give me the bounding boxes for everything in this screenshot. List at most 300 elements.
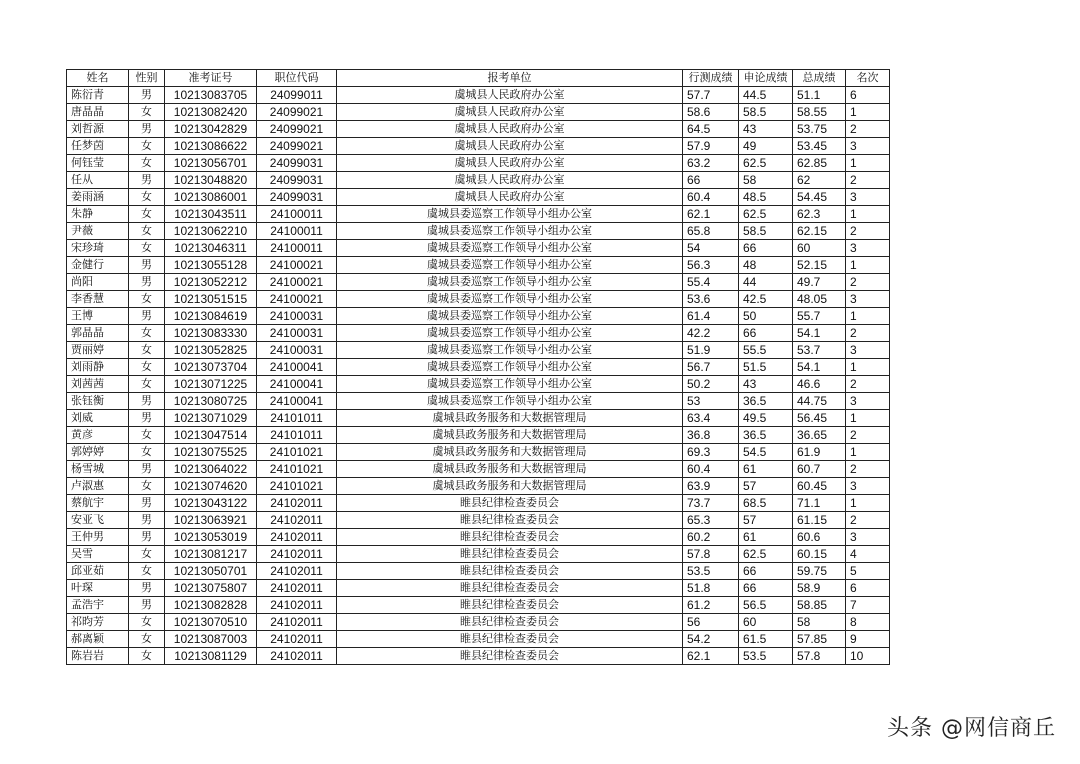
cell-name: 姜雨涵 [67,189,129,206]
cell-gender: 女 [129,104,165,121]
cell-total-score: 58.85 [793,597,846,614]
cell-essay-score: 43 [739,121,793,138]
cell-exam-id: 10213052212 [165,274,257,291]
col-header-aptitude-score: 行测成绩 [683,70,739,87]
cell-exam-id: 10213055128 [165,257,257,274]
table-row [67,206,890,223]
table-row [67,257,890,274]
table-row [67,597,890,614]
cell-aptitude-score: 36.8 [683,427,739,444]
cell-total-score: 54.1 [793,325,846,342]
col-header-name: 姓名 [67,70,129,87]
header-row [67,70,890,87]
cell-name: 何钰莹 [67,155,129,172]
table-row [67,614,890,631]
cell-essay-score: 50 [739,308,793,325]
cell-rank: 2 [846,172,890,189]
cell-essay-score: 48.5 [739,189,793,206]
cell-total-score: 48.05 [793,291,846,308]
cell-aptitude-score: 53.5 [683,563,739,580]
cell-essay-score: 66 [739,563,793,580]
cell-essay-score: 48 [739,257,793,274]
cell-essay-score: 57 [739,478,793,495]
cell-unit: 虞城县政务服务和大数据管理局 [337,427,683,444]
cell-gender: 女 [129,155,165,172]
cell-essay-score: 42.5 [739,291,793,308]
cell-unit: 睢县纪律检查委员会 [337,597,683,614]
cell-aptitude-score: 42.2 [683,325,739,342]
cell-rank: 9 [846,631,890,648]
cell-exam-id: 10213050701 [165,563,257,580]
cell-essay-score: 44.5 [739,87,793,104]
table-row [67,512,890,529]
cell-position-code: 24102011 [257,495,337,512]
cell-position-code: 24102011 [257,631,337,648]
cell-exam-id: 10213042829 [165,121,257,138]
table-row [67,444,890,461]
cell-name: 吴雪 [67,546,129,563]
cell-total-score: 49.7 [793,274,846,291]
cell-total-score: 46.6 [793,376,846,393]
cell-rank: 3 [846,393,890,410]
cell-unit: 虞城县委巡察工作领导小组办公室 [337,274,683,291]
cell-rank: 1 [846,257,890,274]
cell-gender: 女 [129,376,165,393]
cell-exam-id: 10213081217 [165,546,257,563]
cell-rank: 2 [846,461,890,478]
cell-name: 张钰衡 [67,393,129,410]
table-row [67,529,890,546]
cell-exam-id: 10213082828 [165,597,257,614]
table-row [67,308,890,325]
cell-unit: 虞城县人民政府办公室 [337,121,683,138]
table-row [67,648,890,665]
cell-aptitude-score: 51.9 [683,342,739,359]
cell-essay-score: 44 [739,274,793,291]
cell-name: 安亚飞 [67,512,129,529]
cell-total-score: 58.55 [793,104,846,121]
cell-position-code: 24101021 [257,444,337,461]
cell-gender: 男 [129,512,165,529]
cell-essay-score: 55.5 [739,342,793,359]
table-row [67,376,890,393]
cell-aptitude-score: 56.7 [683,359,739,376]
cell-name: 王仲男 [67,529,129,546]
cell-essay-score: 51.5 [739,359,793,376]
cell-total-score: 60 [793,240,846,257]
cell-total-score: 36.65 [793,427,846,444]
cell-rank: 2 [846,274,890,291]
cell-gender: 女 [129,189,165,206]
cell-aptitude-score: 62.1 [683,648,739,665]
cell-name: 刘威 [67,410,129,427]
cell-name: 黄彦 [67,427,129,444]
table-row [67,495,890,512]
table-row [67,563,890,580]
cell-total-score: 61.15 [793,512,846,529]
cell-exam-id: 10213075807 [165,580,257,597]
cell-name: 郝离颖 [67,631,129,648]
cell-position-code: 24100031 [257,342,337,359]
cell-total-score: 44.75 [793,393,846,410]
cell-total-score: 62.85 [793,155,846,172]
cell-unit: 虞城县委巡察工作领导小组办公室 [337,291,683,308]
cell-name: 宋珍琦 [67,240,129,257]
cell-unit: 虞城县委巡察工作领导小组办公室 [337,393,683,410]
cell-aptitude-score: 63.2 [683,155,739,172]
cell-essay-score: 53.5 [739,648,793,665]
cell-total-score: 62.15 [793,223,846,240]
cell-position-code: 24101011 [257,427,337,444]
cell-rank: 1 [846,444,890,461]
cell-total-score: 53.7 [793,342,846,359]
table-row [67,121,890,138]
cell-name: 刘雨静 [67,359,129,376]
cell-unit: 虞城县委巡察工作领导小组办公室 [337,376,683,393]
cell-aptitude-score: 60.4 [683,189,739,206]
cell-position-code: 24102011 [257,648,337,665]
cell-exam-id: 10213056701 [165,155,257,172]
cell-position-code: 24099031 [257,189,337,206]
cell-essay-score: 54.5 [739,444,793,461]
cell-name: 任梦茵 [67,138,129,155]
cell-position-code: 24100021 [257,274,337,291]
cell-gender: 女 [129,444,165,461]
cell-position-code: 24102011 [257,529,337,546]
cell-rank: 1 [846,206,890,223]
cell-position-code: 24099021 [257,104,337,121]
cell-gender: 男 [129,410,165,427]
cell-aptitude-score: 50.2 [683,376,739,393]
cell-unit: 睢县纪律检查委员会 [337,529,683,546]
cell-gender: 女 [129,546,165,563]
cell-position-code: 24099031 [257,172,337,189]
cell-name: 李香慧 [67,291,129,308]
cell-rank: 1 [846,495,890,512]
cell-position-code: 24100011 [257,240,337,257]
cell-gender: 女 [129,614,165,631]
cell-gender: 女 [129,325,165,342]
cell-name: 陈岩岩 [67,648,129,665]
cell-total-score: 58.9 [793,580,846,597]
cell-gender: 女 [129,291,165,308]
cell-total-score: 60.15 [793,546,846,563]
cell-exam-id: 10213046311 [165,240,257,257]
cell-exam-id: 10213048820 [165,172,257,189]
cell-rank: 3 [846,291,890,308]
cell-unit: 睢县纪律检查委员会 [337,563,683,580]
cell-unit: 虞城县委巡察工作领导小组办公室 [337,206,683,223]
cell-gender: 男 [129,529,165,546]
cell-position-code: 24102011 [257,614,337,631]
cell-rank: 5 [846,563,890,580]
table-row [67,155,890,172]
cell-rank: 6 [846,580,890,597]
cell-unit: 睢县纪律检查委员会 [337,614,683,631]
cell-gender: 女 [129,648,165,665]
cell-aptitude-score: 56.3 [683,257,739,274]
cell-aptitude-score: 61.4 [683,308,739,325]
col-header-exam-id: 准考证号 [165,70,257,87]
cell-total-score: 59.75 [793,563,846,580]
cell-gender: 女 [129,240,165,257]
cell-rank: 2 [846,223,890,240]
cell-unit: 睢县纪律检查委员会 [337,512,683,529]
col-header-essay-score: 申论成绩 [739,70,793,87]
cell-essay-score: 68.5 [739,495,793,512]
cell-unit: 虞城县委巡察工作领导小组办公室 [337,325,683,342]
cell-position-code: 24100011 [257,206,337,223]
cell-gender: 男 [129,257,165,274]
cell-aptitude-score: 54.2 [683,631,739,648]
cell-rank: 3 [846,189,890,206]
cell-position-code: 24100021 [257,257,337,274]
cell-unit: 睢县纪律检查委员会 [337,631,683,648]
table-row [67,138,890,155]
cell-total-score: 52.15 [793,257,846,274]
table-row [67,393,890,410]
cell-total-score: 53.75 [793,121,846,138]
cell-total-score: 62.3 [793,206,846,223]
cell-name: 祁昀芳 [67,614,129,631]
cell-rank: 8 [846,614,890,631]
cell-position-code: 24102011 [257,512,337,529]
cell-unit: 虞城县委巡察工作领导小组办公室 [337,240,683,257]
cell-position-code: 24100031 [257,308,337,325]
cell-total-score: 53.45 [793,138,846,155]
cell-exam-id: 10213073704 [165,359,257,376]
cell-unit: 虞城县人民政府办公室 [337,189,683,206]
cell-exam-id: 10213083330 [165,325,257,342]
cell-gender: 男 [129,121,165,138]
cell-position-code: 24102011 [257,597,337,614]
table-row [67,342,890,359]
cell-total-score: 54.1 [793,359,846,376]
cell-unit: 睢县纪律检查委员会 [337,648,683,665]
cell-name: 陈衍青 [67,87,129,104]
cell-aptitude-score: 63.9 [683,478,739,495]
cell-gender: 男 [129,461,165,478]
cell-total-score: 60.7 [793,461,846,478]
cell-rank: 2 [846,512,890,529]
cell-position-code: 24099021 [257,121,337,138]
col-header-gender: 性别 [129,70,165,87]
cell-exam-id: 10213083705 [165,87,257,104]
cell-name: 朱静 [67,206,129,223]
cell-gender: 男 [129,580,165,597]
cell-unit: 睢县纪律检查委员会 [337,546,683,563]
cell-total-score: 57.85 [793,631,846,648]
cell-unit: 虞城县人民政府办公室 [337,155,683,172]
col-header-unit: 报考单位 [337,70,683,87]
cell-position-code: 24100011 [257,223,337,240]
cell-aptitude-score: 61.2 [683,597,739,614]
cell-position-code: 24101011 [257,410,337,427]
cell-position-code: 24100031 [257,325,337,342]
cell-name: 王博 [67,308,129,325]
cell-essay-score: 58.5 [739,223,793,240]
cell-gender: 男 [129,87,165,104]
cell-position-code: 24100041 [257,393,337,410]
cell-unit: 虞城县委巡察工作领导小组办公室 [337,308,683,325]
cell-unit: 虞城县政务服务和大数据管理局 [337,461,683,478]
table-row [67,104,890,121]
cell-essay-score: 49 [739,138,793,155]
cell-name: 郭婷婷 [67,444,129,461]
cell-rank: 3 [846,240,890,257]
cell-gender: 女 [129,631,165,648]
cell-name: 任从 [67,172,129,189]
cell-aptitude-score: 65.3 [683,512,739,529]
cell-aptitude-score: 57.8 [683,546,739,563]
cell-total-score: 56.45 [793,410,846,427]
cell-rank: 10 [846,648,890,665]
cell-position-code: 24099011 [257,87,337,104]
cell-rank: 1 [846,155,890,172]
cell-unit: 虞城县人民政府办公室 [337,87,683,104]
cell-exam-id: 10213075525 [165,444,257,461]
cell-unit: 虞城县委巡察工作领导小组办公室 [337,257,683,274]
watermark-text: 头条 @网信商丘 [887,716,1056,741]
cell-essay-score: 62.5 [739,546,793,563]
cell-total-score: 51.1 [793,87,846,104]
cell-aptitude-score: 53 [683,393,739,410]
table-row [67,546,890,563]
cell-essay-score: 56.5 [739,597,793,614]
score-table [66,69,890,665]
cell-essay-score: 62.5 [739,206,793,223]
cell-position-code: 24099031 [257,155,337,172]
table-row [67,359,890,376]
cell-total-score: 55.7 [793,308,846,325]
cell-exam-id: 10213043511 [165,206,257,223]
cell-unit: 虞城县委巡察工作领导小组办公室 [337,223,683,240]
cell-essay-score: 61.5 [739,631,793,648]
cell-exam-id: 10213051515 [165,291,257,308]
cell-rank: 3 [846,529,890,546]
cell-aptitude-score: 69.3 [683,444,739,461]
cell-rank: 3 [846,342,890,359]
cell-rank: 6 [846,87,890,104]
cell-rank: 1 [846,308,890,325]
cell-essay-score: 36.5 [739,427,793,444]
cell-position-code: 24100021 [257,291,337,308]
cell-essay-score: 62.5 [739,155,793,172]
cell-unit: 睢县纪律检查委员会 [337,495,683,512]
table-row [67,87,890,104]
cell-aptitude-score: 65.8 [683,223,739,240]
cell-aptitude-score: 64.5 [683,121,739,138]
cell-essay-score: 66 [739,240,793,257]
cell-aptitude-score: 62.1 [683,206,739,223]
cell-exam-id: 10213084619 [165,308,257,325]
cell-name: 刘哲源 [67,121,129,138]
table-row [67,172,890,189]
cell-essay-score: 49.5 [739,410,793,427]
cell-gender: 男 [129,274,165,291]
cell-unit: 虞城县人民政府办公室 [337,172,683,189]
cell-total-score: 62 [793,172,846,189]
table-row [67,325,890,342]
cell-aptitude-score: 60.2 [683,529,739,546]
cell-rank: 1 [846,104,890,121]
cell-name: 唐晶晶 [67,104,129,121]
cell-aptitude-score: 66 [683,172,739,189]
table-row [67,291,890,308]
cell-exam-id: 10213064022 [165,461,257,478]
cell-name: 金健行 [67,257,129,274]
cell-exam-id: 10213087003 [165,631,257,648]
cell-essay-score: 36.5 [739,393,793,410]
cell-rank: 3 [846,478,890,495]
cell-total-score: 57.8 [793,648,846,665]
cell-essay-score: 66 [739,325,793,342]
cell-exam-id: 10213086001 [165,189,257,206]
cell-position-code: 24102011 [257,563,337,580]
cell-rank: 2 [846,427,890,444]
cell-rank: 2 [846,325,890,342]
cell-total-score: 61.9 [793,444,846,461]
cell-exam-id: 10213071029 [165,410,257,427]
cell-rank: 3 [846,138,890,155]
cell-position-code: 24099021 [257,138,337,155]
cell-aptitude-score: 58.6 [683,104,739,121]
cell-name: 尹薇 [67,223,129,240]
cell-aptitude-score: 63.4 [683,410,739,427]
cell-essay-score: 66 [739,580,793,597]
cell-exam-id: 10213081129 [165,648,257,665]
cell-gender: 女 [129,342,165,359]
table-row [67,189,890,206]
cell-total-score: 71.1 [793,495,846,512]
cell-total-score: 60.45 [793,478,846,495]
cell-gender: 女 [129,138,165,155]
table-row [67,631,890,648]
cell-exam-id: 10213063921 [165,512,257,529]
cell-rank: 1 [846,359,890,376]
cell-exam-id: 10213071225 [165,376,257,393]
cell-gender: 女 [129,478,165,495]
cell-essay-score: 43 [739,376,793,393]
cell-aptitude-score: 73.7 [683,495,739,512]
cell-unit: 虞城县政务服务和大数据管理局 [337,410,683,427]
cell-aptitude-score: 53.6 [683,291,739,308]
table-row [67,427,890,444]
cell-essay-score: 61 [739,461,793,478]
cell-position-code: 24100041 [257,359,337,376]
cell-position-code: 24102011 [257,580,337,597]
cell-total-score: 60.6 [793,529,846,546]
cell-aptitude-score: 54 [683,240,739,257]
cell-unit: 睢县纪律检查委员会 [337,580,683,597]
cell-unit: 虞城县人民政府办公室 [337,138,683,155]
cell-unit: 虞城县人民政府办公室 [337,104,683,121]
cell-position-code: 24101021 [257,478,337,495]
cell-exam-id: 10213043122 [165,495,257,512]
table-row [67,410,890,427]
cell-gender: 男 [129,308,165,325]
cell-exam-id: 10213070510 [165,614,257,631]
cell-gender: 女 [129,563,165,580]
cell-aptitude-score: 56 [683,614,739,631]
cell-name: 卢淑惠 [67,478,129,495]
cell-rank: 1 [846,410,890,427]
cell-gender: 男 [129,393,165,410]
cell-aptitude-score: 57.9 [683,138,739,155]
cell-unit: 虞城县政务服务和大数据管理局 [337,444,683,461]
cell-aptitude-score: 60.4 [683,461,739,478]
cell-unit: 虞城县委巡察工作领导小组办公室 [337,342,683,359]
